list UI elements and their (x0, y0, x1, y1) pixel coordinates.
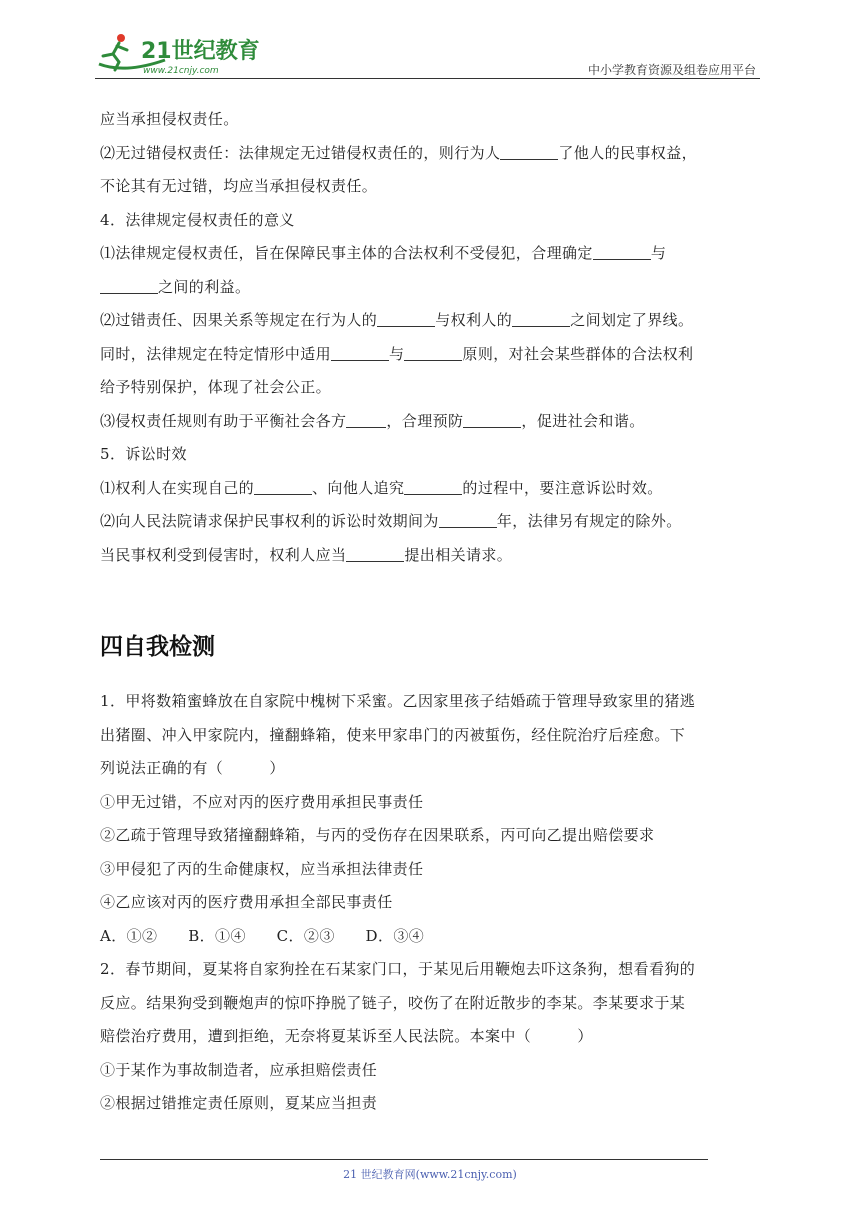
fill-blank[interactable] (463, 412, 521, 428)
fill-blank[interactable] (512, 311, 570, 327)
question-text: 反应。结果狗受到鞭炮声的惊吓挣脱了链子，咬伤了在附近散步的李某。李某要求于某 (100, 993, 686, 1012)
text-line: ⑴权利人在实现自己的 、向他人追究 的过程中，要注意诉讼时效。 (100, 478, 663, 497)
text-line: 之间的利益。 (100, 271, 764, 305)
logo-url: www.21cnjy.com (143, 66, 219, 76)
self-test-section (100, 685, 764, 1121)
question-text: 出猪圈、冲入甲家院内，撞翻蜂箱，使来甲家串门的丙被蜇伤，经住院治疗后痊愈。下 (100, 725, 686, 744)
fill-blank[interactable] (254, 479, 312, 495)
text-line: ⑴法律规定侵权责任，旨在保障民事主体的合法权利不受侵犯，合理确定 与 (100, 244, 667, 262)
statement-option: ①甲无过错，不应对丙的医疗费用承担民事责任 (100, 792, 424, 811)
heading-5: 5．诉讼时效 (100, 445, 187, 463)
knowledge-section (100, 103, 764, 572)
text-line: 不论其有无过错，均应当承担侵权责任。 (100, 177, 378, 195)
question-text: 赔偿治疗费用，遭到拒绝，无奈将夏某诉至人民法院。本案中（ ） (100, 1027, 593, 1045)
logo-text: 21世纪教育 (141, 39, 260, 64)
text-line: ⑶侵权责任规则有助于平衡社会各方 ，合理预防 ，促进社会和谐。 (100, 411, 645, 430)
fill-blank[interactable] (404, 479, 462, 495)
fill-blank[interactable] (593, 244, 651, 260)
fill-blank[interactable] (100, 278, 158, 294)
question-text: 2．春节期间，夏某将自家狗拴在石某家门口，于某见后用鞭炮去吓这条狗，想看看狗的 (100, 960, 696, 978)
question-1 (100, 685, 764, 953)
question-text: 1．甲将数箱蜜蜂放在自家院中槐树下采蜜。乙因家里孩子结婚疏于管理导致家里的猪逃 (100, 692, 696, 710)
text-line: 给予特别保护，体现了社会公正。 (100, 378, 332, 396)
fill-blank[interactable] (439, 512, 497, 528)
footer-divider (100, 1159, 708, 1160)
fill-blank[interactable] (404, 345, 462, 361)
page-header (95, 30, 760, 80)
logo-21cnjy (95, 30, 270, 78)
fill-blank[interactable] (331, 345, 389, 361)
footer-link[interactable]: 21 世纪教育网(www.21cnjy.com) (343, 1168, 517, 1181)
statement-option: ②乙疏于管理导致猪撞翻蜂箱，与丙的受伤存在因果联系，丙可向乙提出赔偿要求 (100, 826, 655, 844)
section-title: 四自我检测 (100, 634, 215, 660)
text-line: 当民事权利受到侵害时，权利人应当 提出相关请求。 (100, 545, 513, 564)
statement-option: ④乙应该对丙的医疗费用承担全部民事责任 (100, 893, 393, 911)
text-line: ⑵无过错侵权责任：法律规定无过错侵权责任的，则行为人 了他人的民事权益， (100, 143, 698, 162)
question-2 (100, 953, 764, 1121)
statement-option: ③甲侵犯了丙的生命健康权，应当承担法律责任 (100, 859, 424, 878)
text-line: ⑵过错责任、因果关系等规定在行为人的 与权利人的 之间划定了界线。 (100, 311, 694, 329)
question-text: 列说法正确的有（ ） (100, 759, 285, 777)
heading-4: 4．法律规定侵权责任的意义 (100, 210, 295, 229)
answer-choices[interactable]: A．①② B．①④ C．②③ D．③④ (100, 926, 425, 945)
platform-name: 中小学教育资源及组卷应用平台 (587, 63, 756, 77)
fill-blank[interactable] (346, 546, 404, 562)
text-line: ⑵向人民法院请求保护民事权利的诉讼时效期间为 年，法律另有规定的除外。 (100, 512, 682, 530)
statement-option: ①于某作为事故制造者，应承担赔偿责任 (100, 1060, 378, 1079)
statement-option: ②根据过错推定责任原则，夏某应当担责 (100, 1094, 378, 1112)
fill-blank[interactable] (377, 311, 435, 327)
text-line: 同时，法律规定在特定情形中适用 与 原则，对社会某些群体的合法权利 (100, 344, 694, 363)
fill-blank[interactable] (500, 144, 558, 160)
header-divider (95, 78, 760, 79)
text-line: 应当承担侵权责任。 (100, 110, 239, 128)
fill-blank[interactable] (346, 412, 386, 428)
